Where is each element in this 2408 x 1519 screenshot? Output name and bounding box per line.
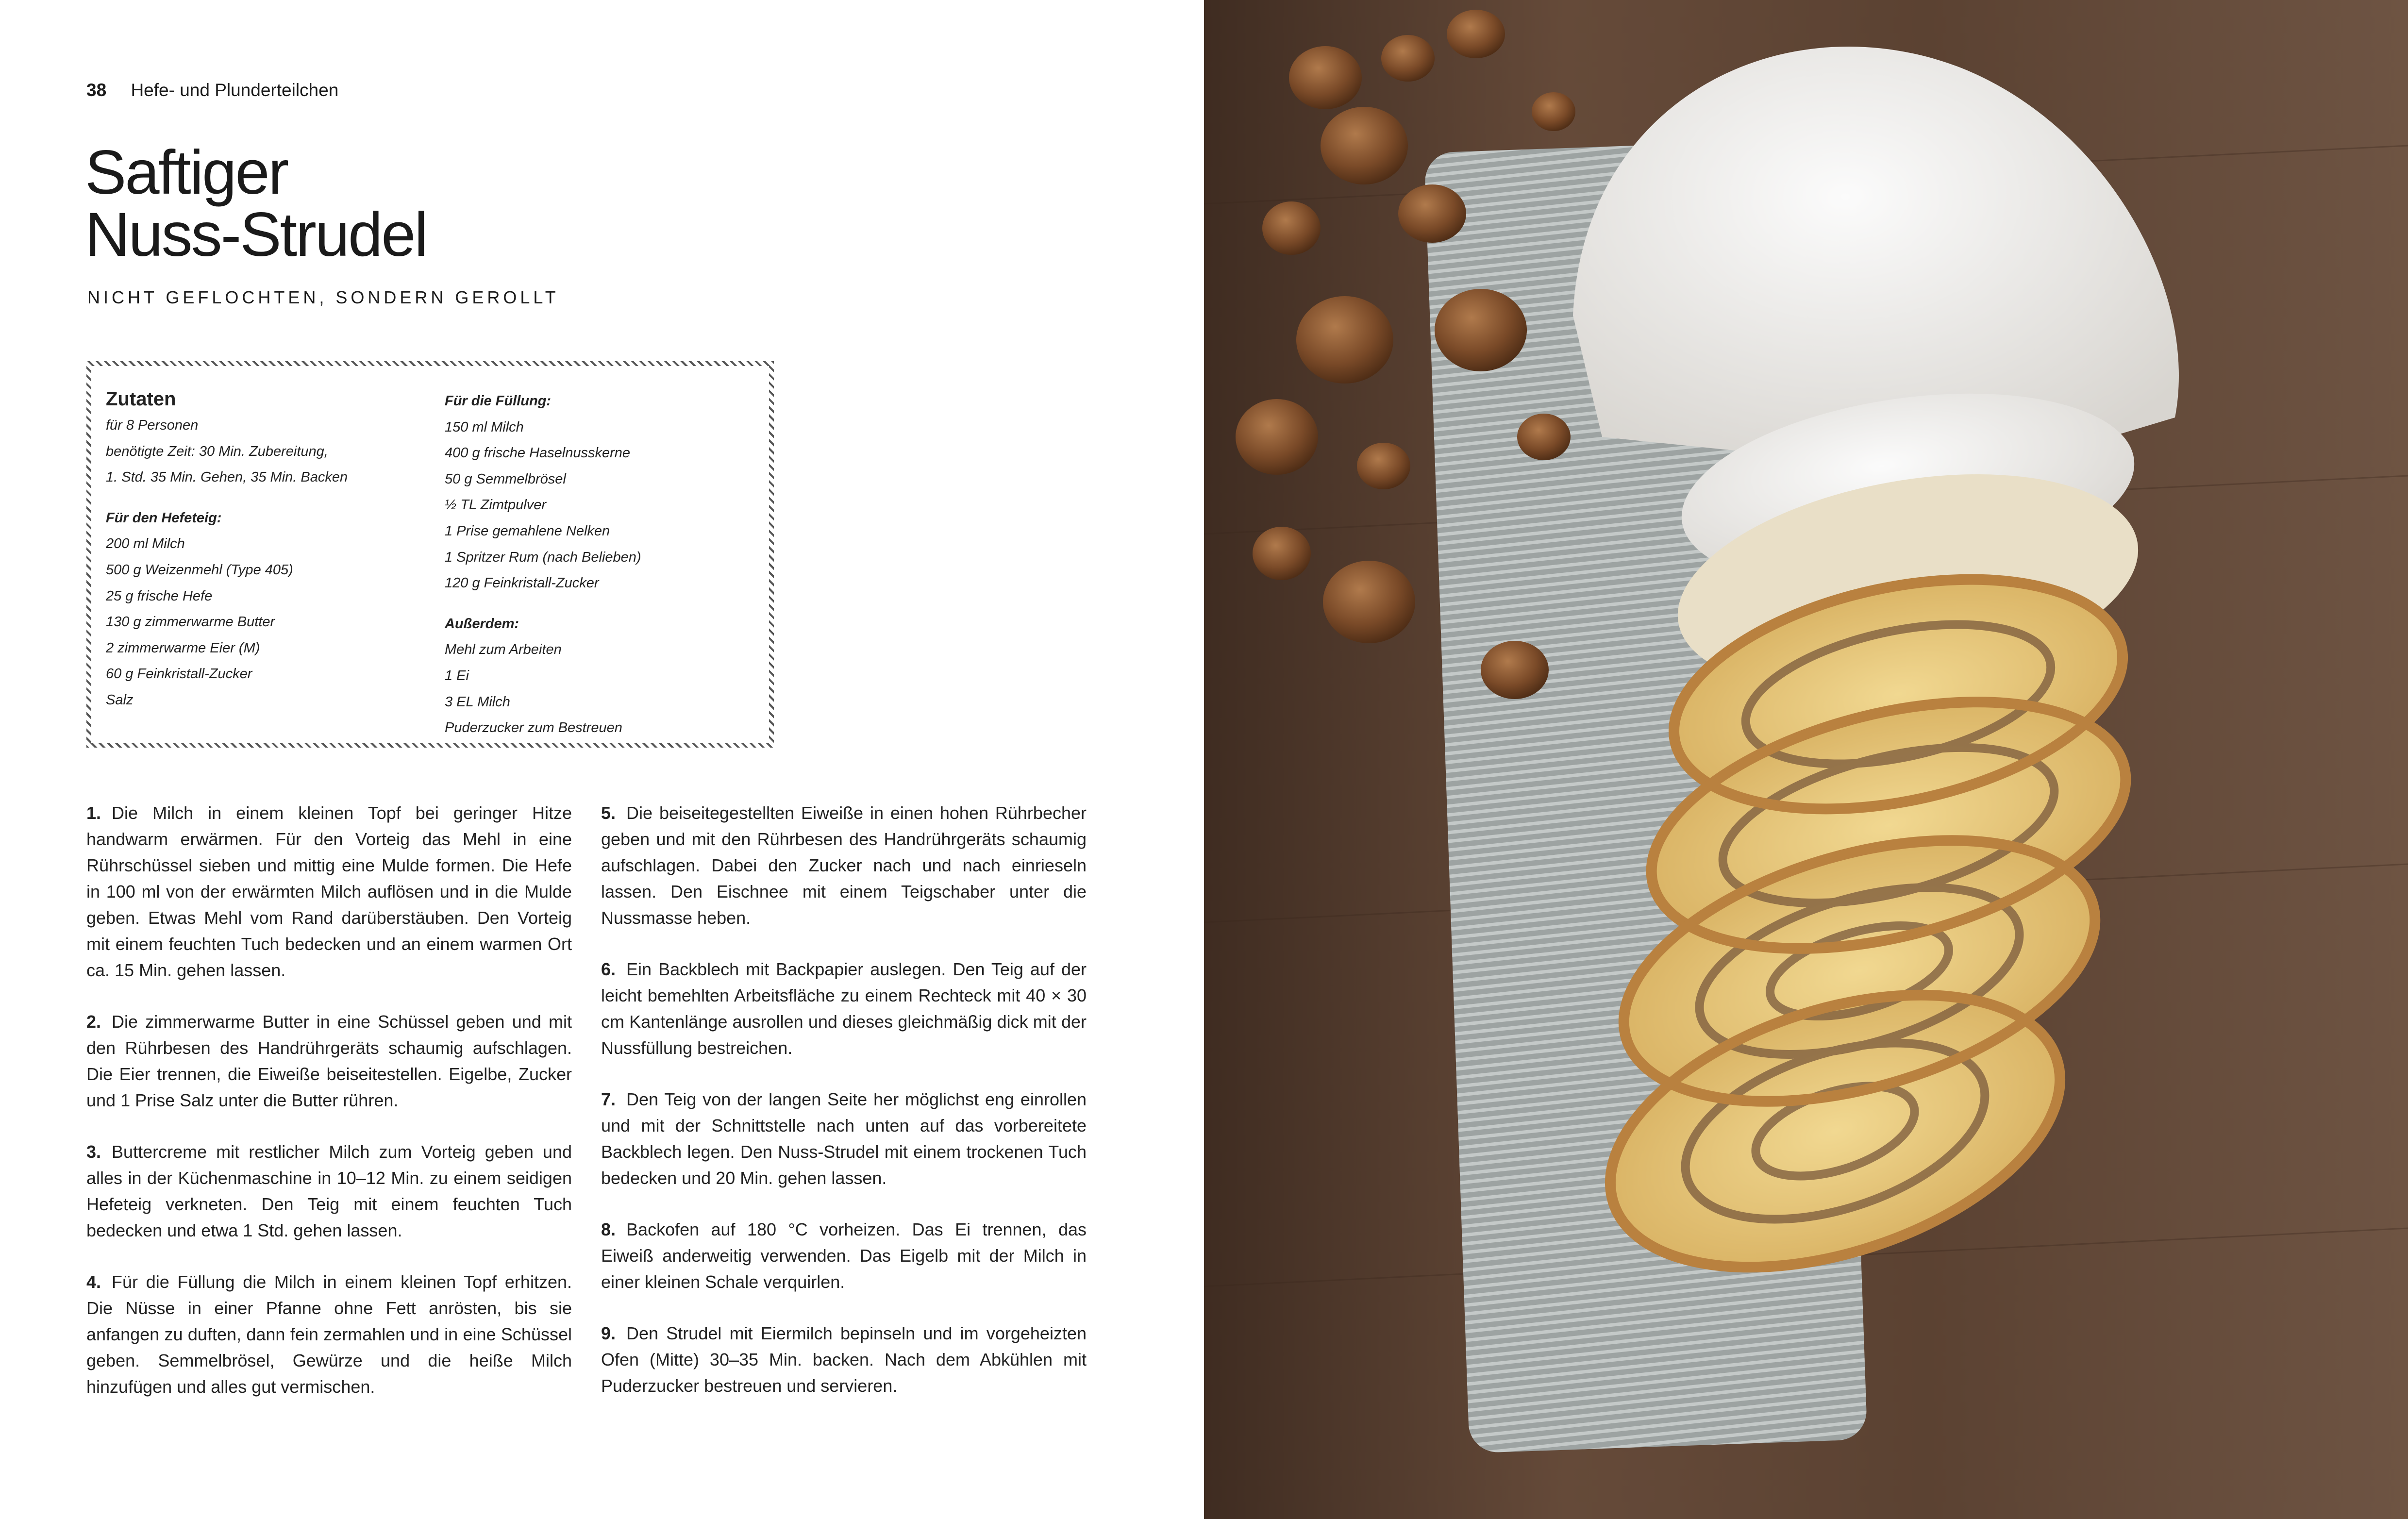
intro-line: 1. Std. 35 Min. Gehen, 35 Min. Backen (106, 469, 348, 485)
filling-heading: Für die Füllung: (445, 393, 552, 409)
dough-list (106, 531, 426, 713)
step-number: 7. (601, 1089, 616, 1109)
step (601, 956, 1087, 1061)
ingredients-column-left (106, 385, 426, 714)
ingredient-item: 150 ml Milch (445, 419, 524, 435)
dough-heading: Für den Hefeteig: (106, 510, 222, 526)
step-text: Die Milch in einem kleinen Topf bei geringer Hitze handwarm erwärmen. Für den Vorteig das Mehl in eine Rührschüssel sieben und mittig eine Mulde formen. Die Hefe in 100 ml von der erwärmten Milch auflösen und in die Mulde geben. Etwas Mehl vom Rand darüberstäuben. Den Vorteig mit einem feuchten Tuch bedecken und an einem warmen Ort ca. 15 Min. gehen lassen. (86, 803, 572, 980)
ingredient-item: 500 g Weizenmehl (Type 405) (106, 562, 293, 578)
step-text: Buttercreme mit restlicher Milch zum Vorteig geben und alles in der Küchenmaschine in 10–12 Min. zu einem seidigen Hefeteig verkneten. Den Teig mit einem feuchten Tuch bedecken und etwa 1 Std. gehen lassen. (86, 1142, 572, 1240)
extra-heading: Außerdem: (445, 616, 519, 632)
recipe-title-line-1: Saftiger (85, 138, 288, 207)
ingredient-item: 25 g frische Hefe (106, 588, 213, 604)
ingredient-item: 400 g frische Haselnusskerne (445, 445, 631, 461)
ingredient-item: Mehl zum Arbeiten (445, 642, 562, 658)
ingredients-intro (106, 413, 426, 491)
running-head (86, 80, 338, 100)
recipe-title (85, 138, 427, 269)
step (86, 1009, 572, 1114)
step-number: 8. (601, 1219, 616, 1239)
ingredient-item: 1 Spritzer Rum (nach Belieben) (445, 549, 641, 565)
page-number: 38 (86, 80, 107, 100)
ingredients-heading: Zutaten (106, 388, 176, 410)
ingredient-item: ½ TL Zimtpulver (445, 497, 546, 513)
step (601, 1217, 1087, 1295)
ingredients-box (86, 361, 774, 748)
step (601, 800, 1087, 931)
intro-line: benötigte Zeit: 30 Min. Zubereitung, (106, 443, 328, 459)
right-page (1204, 0, 2408, 1519)
filling-list (445, 415, 755, 597)
ingredient-item: 50 g Semmelbrösel (445, 471, 566, 487)
section-title: Hefe- und Plunderteilchen (131, 80, 339, 100)
step-text: Backofen auf 180 °C vorheizen. Das Ei trennen, das Eiweiß anderweitig verwenden. Das Eigelb mit der Milch in einer kleinen Schale verquirlen. (601, 1219, 1087, 1292)
strudel-photo-illustration (1204, 0, 2408, 1519)
ingredient-item: 2 zimmerwarme Eier (M) (106, 640, 260, 656)
steps-column-left (86, 800, 572, 1425)
extra-list (445, 637, 755, 741)
ingredient-item: 60 g Feinkristall-Zucker (106, 666, 252, 682)
step-number: 9. (601, 1323, 616, 1343)
step (86, 1269, 572, 1400)
step-number: 6. (601, 959, 616, 979)
recipe-subtitle: NICHT GEFLOCHTEN, SONDERN GEROLLT (87, 287, 559, 307)
ingredients-column-right (445, 388, 755, 741)
step (86, 1139, 572, 1244)
step (86, 800, 572, 984)
ingredient-item: 1 Ei (445, 668, 469, 684)
ingredient-item: Salz (106, 692, 134, 708)
ingredient-item: 1 Prise gemahlene Nelken (445, 523, 610, 539)
step-number: 4. (86, 1272, 101, 1292)
step-text: Den Strudel mit Eiermilch bepinseln und im vorgeheizten Ofen (Mitte) 30–35 Min. backen. Nach dem Abkühlen mit Puderzucker bestreuen und servieren. (601, 1323, 1087, 1396)
step-text: Ein Backblech mit Backpapier auslegen. Den Teig auf der leicht bemehlten Arbeitsfläche zu einem Rechteck mit 40 × 30 cm Kantenlänge ausrollen und dieses gleichmäßig dick mit der Nussfüllung bestreichen. (601, 959, 1087, 1058)
intro-line: für 8 Personen (106, 417, 199, 433)
ingredient-item: 120 g Feinkristall-Zucker (445, 575, 599, 591)
step-text: Den Teig von der langen Seite her möglichst eng einrollen und mit der Schnittstelle nach unten auf das vorbereitete Backblech legen. Den Nuss-Strudel mit einem trockenen Tuch bedecken und 20 Min. gehen lassen. (601, 1089, 1087, 1188)
step-text: Die beiseitegestellten Eiweiße in einen hohen Rührbecher geben und mit den Rührbesen des Handrührgeräts schaumig aufschlagen. Dabei den Zucker nach und nach einrieseln lassen. Den Eischnee mit einem Teigschaber unter die Nussmasse heben. (601, 803, 1087, 928)
step (601, 1086, 1087, 1191)
step (601, 1320, 1087, 1399)
steps-column-right (601, 800, 1087, 1424)
step-text: Für die Füllung die Milch in einem kleinen Topf erhitzen. Die Nüsse in einer Pfanne ohne Fett anrösten, bis sie anfangen zu duften, dann fein zermahlen und in eine Schüssel geben. Semmelbrösel, Gewürze und die heiße Milch hinzufügen und alles gut vermischen. (86, 1272, 572, 1397)
strudel-photo (1204, 0, 2408, 1519)
ingredient-item: 130 g zimmerwarme Butter (106, 614, 275, 630)
recipe-title-line-2: Nuss-Strudel (85, 200, 427, 269)
step-number: 1. (86, 803, 101, 823)
step-text: Die zimmerwarme Butter in eine Schüssel geben und mit den Rührbesen des Handrührgeräts schaumig aufschlagen. Die Eier trennen, die Eiweiße beiseitestellen. Eigelbe, Zucker und 1 Prise Salz unter die Butter rühren. (86, 1012, 572, 1110)
step-number: 5. (601, 803, 616, 823)
step-number: 3. (86, 1142, 101, 1162)
ingredient-item: 3 EL Milch (445, 694, 510, 710)
ingredient-item: 200 ml Milch (106, 536, 185, 552)
ingredient-item: Puderzucker zum Bestreuen (445, 720, 622, 736)
step-number: 2. (86, 1012, 101, 1032)
